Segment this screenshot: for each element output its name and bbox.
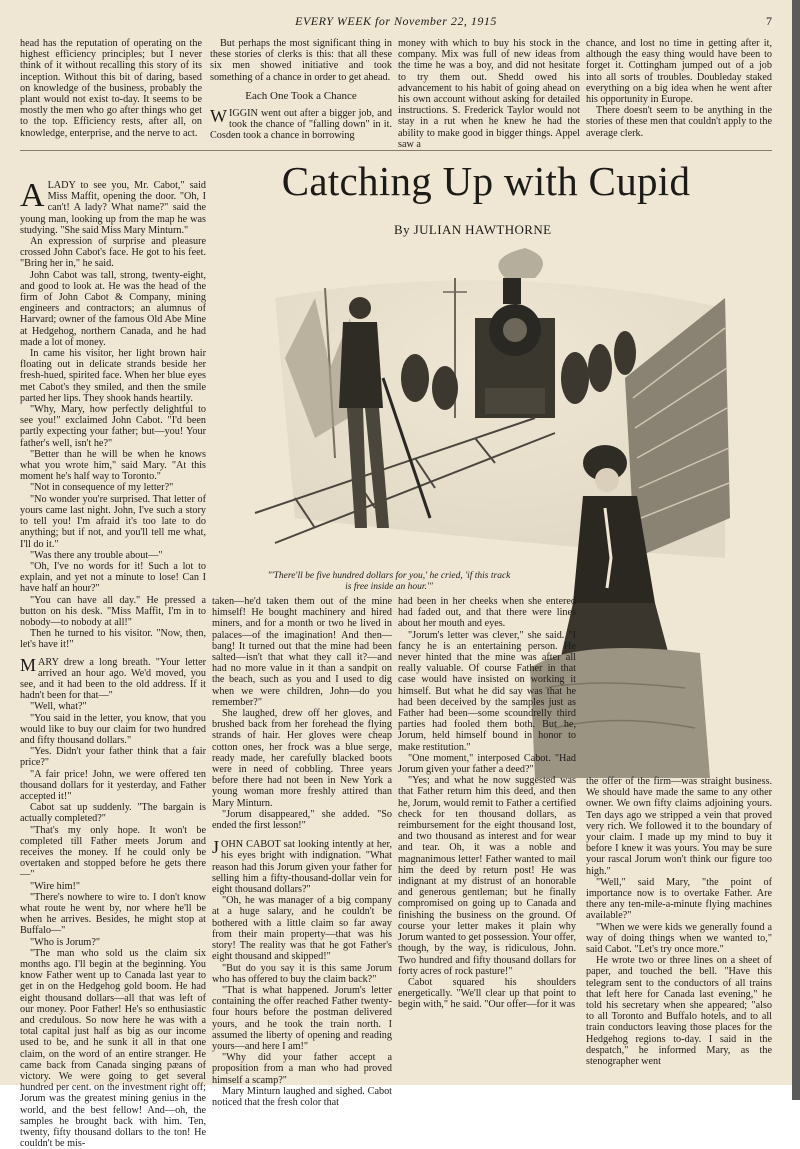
paragraph: ALADY to see you, Mr. Cabot," said Miss Maffit, opening the door. "Oh, I can't! A lady? What name?" said the young man, looking up from the map he was studying. "She said Miss Mary Minturn." <box>20 177 206 236</box>
story-column-3 <box>398 596 576 1076</box>
section-subhead: Each One Took a Chance <box>245 89 357 102</box>
paragraph: had been in her cheeks when she entered had faded out, and that there were lines about her mouth and eyes. <box>398 596 576 630</box>
paragraph: "Jorum's letter was clever," she said. "I fancy he is an entertaining person. He never hinted that the mine was after all really valuable. Of course Father in that case would have insisted on working it himself. But what he did say was that he had been deceived by the samples just as Father had been—some scoundrelly third parties had fooled them both. But he, Jorum, held himself bound in honor to make restitution." <box>398 629 576 753</box>
initial-cap: M <box>20 654 37 675</box>
paragraph: "When we were kids we generally found a way of doing things when we wanted to," said Cabot. "Let's try once more." <box>586 921 772 956</box>
paragraph: An expression of surprise and pleasure crossed John Cabot's face. He got to his feet. "Bring her in," he said. <box>20 236 206 270</box>
paragraph: "That is what happened. Jorum's letter containing the offer reached Father twenty-four hours before the postman delivered yours, and he took the train north. I assumed the liberty of opening and reading yours—and here I am!" <box>212 984 392 1052</box>
paragraph: But perhaps the most significant thing in these stories of clerks is this: that all these six men showed initiative and took something of a chance in order to get ahead. <box>210 38 392 83</box>
initial-cap: J <box>212 837 220 858</box>
paragraph: In came his visitor, her light brown hair floating out in delicate strands beside her fresh-hued, spirited face. When her blue eyes met Cabot's they smiled, and then the smile parted her lips. They shook hands heartily. <box>20 348 206 404</box>
top-column-2 <box>210 38 392 146</box>
page-number: 7 <box>766 14 772 28</box>
paragraph: "Jorum disappeared," she added. "So ended the first lesson!" <box>212 808 392 832</box>
paragraph: "Yes. Didn't your father think that a fair price?" <box>20 746 206 769</box>
paragraph: "That's my only hope. It won't be completed till Father meets Jorum and receives the money. If he could only be overtaken and stopped before he gets there—" <box>20 824 206 881</box>
page-header <box>0 14 792 30</box>
paragraph: the offer of the firm—was straight business. We should have made the same to any other owner. We own fifty claims adjoining yours. Ten days ago we stripped a vein that proved very rich. We followed it to the boundary of your claim. I made up my mind to buy it before I knew it was yours. You may be sure your rascal Jorum won't think our figure too high." <box>586 776 772 877</box>
paragraph: "Wire him!" <box>30 880 81 892</box>
paragraph: WIGGIN went out after a bigger job, and took the chance of "falling down" in it. Cosden took a chance in borrowing <box>210 106 392 142</box>
paragraph: Cabot squared his shoulders energetically. "We'll clear up that point to begin with," he said. "Our offer—for it was <box>398 976 576 1011</box>
paragraph: "You can have all day." He pressed a button on his desk. "Miss Maffit, I'm in to nobody—to nobody at all!" <box>20 594 206 628</box>
top-column-1 <box>20 38 202 146</box>
paragraph: "A fair price! John, we were offered ten thousand dollars for it yesterday, and Father accepted it!" <box>20 768 206 802</box>
story-column-4 <box>586 776 772 1076</box>
story-column-1 <box>20 177 206 1149</box>
running-head: EVERY WEEK for November 22, 1915 <box>295 14 497 28</box>
locomotive <box>475 248 555 418</box>
top-column-3 <box>398 38 580 150</box>
initial-cap: W <box>210 106 227 127</box>
paragraph: Cabot sat up suddenly. "The bargain is actually completed?" <box>20 802 206 825</box>
paragraph: "Well, what?" <box>30 701 87 713</box>
drop-cap: A <box>20 177 45 214</box>
paragraph: "Why, Mary, how perfectly delightful to see you!" exclaimed John Cabot. "I'd been partly expecting your father; but—you! Your father's well, isn't he?" <box>20 404 206 449</box>
paragraph: "Oh, I've no words for it! Such a lot to explain, and yet not a minute to lose! Can I have half an hour?" <box>20 560 206 595</box>
paragraph: "But do you say it is this same Jorum who has offered to buy the claim back?" <box>212 962 392 985</box>
story-title: Catching Up with Cupid <box>281 158 691 204</box>
paragraph: "You said in the letter, you know, that you would like to buy our claim for two hundred and fifty thousand dollars." <box>20 712 206 746</box>
paragraph: John Cabot was tall, strong, twenty-eight, and good to look at. He was the head of the firm of John Cabot & Company, mining engineers and contractors; an alumnus of Harvard; owner of the famous Old Abe Mine at Hedgehog, northern Canada, and he had made a lot of money. <box>20 269 206 348</box>
paragraph: "Why did your father accept a proposition from a man who had proved himself a scamp?" <box>212 1052 392 1086</box>
paragraph: "There's nowhere to wire to. I don't know what route he went by, nor where he'll be when he arrives. Besides, he might stop at Buffalo—" <box>20 891 206 937</box>
paragraph: "No wonder you're surprised. That letter of yours came last night. John, I've such a story to tell you! I'm afraid it's too late to do anything; but if not, and you'll tell me what, I'll do it." <box>20 493 206 550</box>
paragraph: "Well," said Mary, "the point of importance now is to overtake Father. Are there any ten-mile-a-minute flying machines available?" <box>586 876 772 922</box>
byline: By JULIAN HAWTHORNE <box>394 222 552 237</box>
section-divider <box>20 150 772 151</box>
paragraph: "Not in consequence of my letter?" <box>30 482 174 494</box>
story-column-2 <box>212 596 392 1108</box>
paragraph: MARY drew a long breath. "Your letter arrived an hour ago. We'd moved, you see, and it had been to the old address. If it hadn't been for that—" <box>20 654 206 702</box>
paragraph: There doesn't seem to be anything in the stories of these men that couldn't apply to the average clerk. <box>586 105 772 139</box>
top-column-4 <box>586 38 772 146</box>
paragraph: "Yes; and what he now suggested was that Father return him this deed, and then he, Jorum, would remit to Father a certified check for ten thousand dollars, as reimbursement for the eight thousand lost, and two thousand as interest and for wear and tear. Oh, it was a noble and magnanimous letter! Father wanted to mail him the deed by return post! He was indignant at my distrust of an honorable and generous gentleman; but he finally compromised on going up to Canada and finishing the business on the ground. Of course your letter makes it plain why Jorum wanted to get possession. Your offer, though, by the way, is ridiculous, John. Two hundred and fifty thousand dollars for forty acres of rock pasture!" <box>398 775 576 977</box>
paragraph: "One moment," interposed Cabot. "Had Jorum given your father a deed?" <box>398 752 576 776</box>
paragraph: She laughed, drew off her gloves, and brushed back from her forehead the flying strands of hair. Her gloves were cheap cotton ones, her frock was a blue serge, ready made, her carefully blacked boots were in need of cobbling. Three years before there had not been in New York a young woman more freshly attired than Mary Minturn. <box>212 708 392 809</box>
paragraph: taken—he'd taken them out of the mine himself! He bought machinery and hired miners, and for a month or two he lived in palaces—of the imagination! And then—bang! It turned out that the mine had been salted—isn't that what they call it?—and had no more value in it than a sandpit on the beach, such as you and I used to dig when we were children, John—do you remember?" <box>212 596 392 708</box>
paragraph: chance, and lost no time in getting after it, although the easy thing would have been to forget it. Cottingham jumped out of a job into all sorts of troubles. Doubleday staked everything on a big idea when he went after his opportunity in Europe. <box>586 38 772 106</box>
paragraph: money with which to buy his stock in the company. Mix was full of new ideas from the time he was a boy, and did not hesitate to try them out. Shedd owed his advancement to his habit of going ahead on his own account without asking for detailed instructions. S. Frederick Taylor would not stay in a rut when he knew he had the ability to make good in bigger things. Appel saw a <box>398 38 580 150</box>
paragraph: "Who is Jorum?" <box>30 936 100 948</box>
paragraph: He wrote two or three lines on a sheet of paper, and touched the bell. "Have this telegram sent to the conductors of all trains that left here for Canada last evening," he told his secretary when she appeared; "also to all Toronto and Buffalo hotels, and to all train conductors leaving those places for the Hedgehog regions to-day. I said in the despatch," he informed Mary, as the stenographer went <box>586 955 772 1068</box>
paragraph: "Oh, he was manager of a big company at a huge salary, and he couldn't be bothered with a little claim so far away from their main property—that was his story! The reality was that he got Father's eight thousand and skipped!" <box>212 895 392 963</box>
paragraph: JOHN CABOT sat looking intently at her, his eyes bright with indignation. "What reason had this Jorum given your father for selling him a fifty-thousand-dollar vein for eight thousand dollars?" <box>212 837 392 896</box>
paragraph: head has the reputation of operating on the highest efficiency principles; but I never think of it without recalling this story of its inception. Without this bit of daring, based on knowledge of the business, probably the plant would not exist to-day. It seems to be mostly the men who go after things who get to the top. Efficiency rests, after all, on knowledge, enterprise, and the nerve to act. <box>20 38 202 139</box>
paragraph: "Better than he will be when he knows what you wrote him," said Mary. "At this moment he's half way to Toronto." <box>20 448 206 483</box>
paragraph: "The man who sold us the claim six months ago. I'll begin at the beginning. You know Father went up to Canada last year to get in on the Hedgehog gold boom. He had eight thousand dollars—all that was left of our money. Poor Father! He's so enthusiastic and credulous. So now here he was with a total capital just half as big as our income used to be, and he sunk it all in that one claim, on the word of an entire stranger. He came back from Canada singing pæans of victory. We were going to get several hundred per cent. on the investment right off; Jorum was the greatest mining genius in the world, and the best fellow! And—oh, the samples he brought back with him. Ten, twenty, fifty thousand dollars to the ton! He couldn't be mis- <box>20 947 206 1149</box>
paragraph: "Was there any trouble about—" <box>30 549 163 561</box>
paragraph: Mary Minturn laughed and sighed. Cabot noticed that the fresh color that <box>212 1085 392 1108</box>
paragraph: Then he turned to his visitor. "Now, then, let's have it!" <box>20 628 206 651</box>
illustration-caption: "'There'll be five hundred dollars for you,' he cried, 'if this track is free inside an hour.'" <box>267 571 511 592</box>
